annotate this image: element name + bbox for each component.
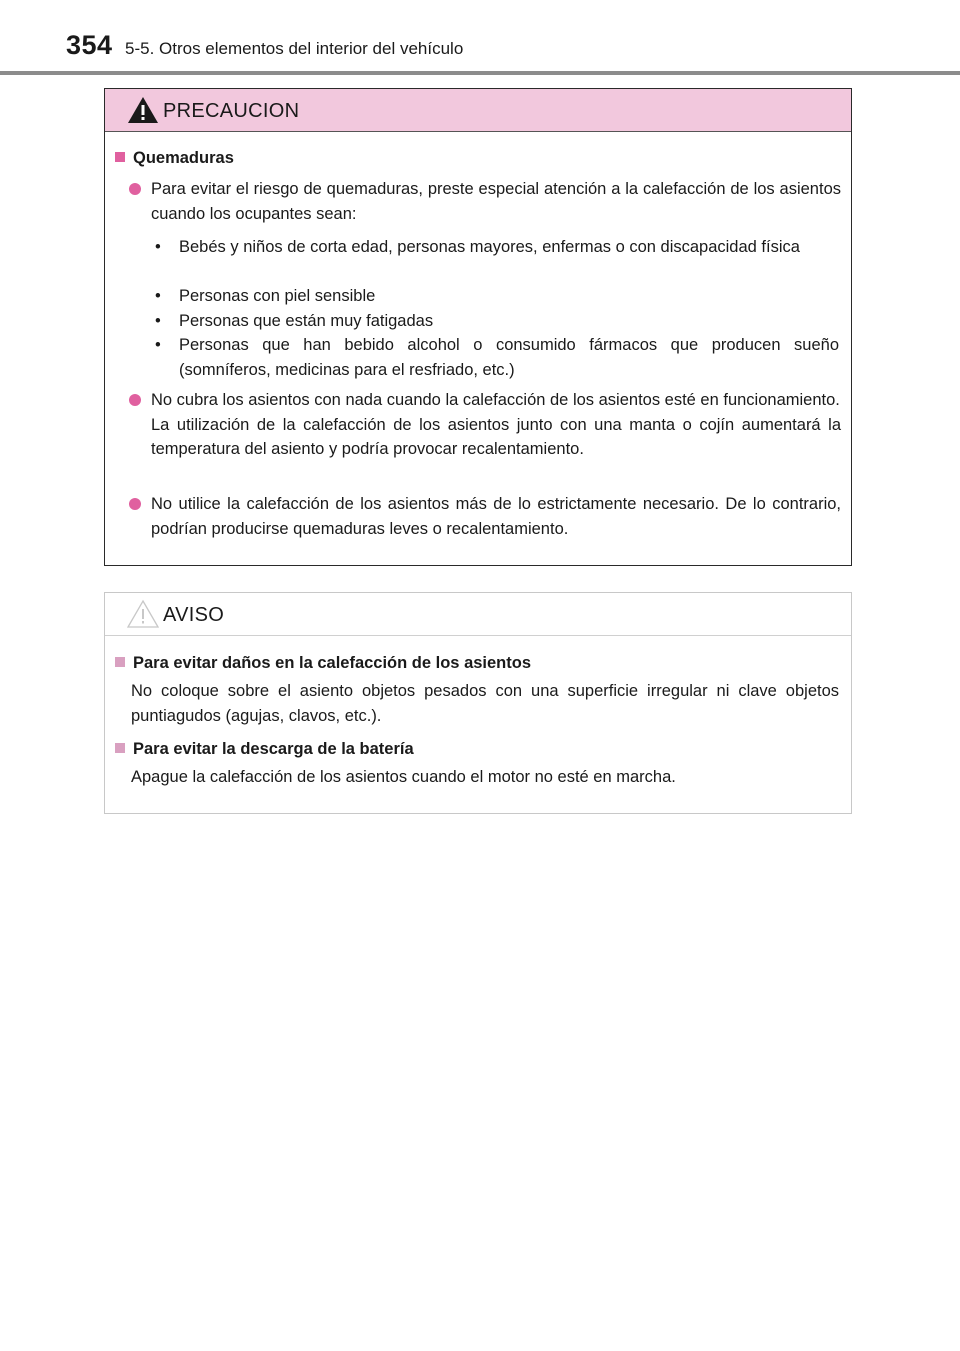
caution-box: [104, 88, 852, 566]
notice-heading-2: Para evitar la descarga de la batería: [115, 740, 414, 759]
caution-heading: Quemaduras: [115, 149, 234, 168]
notice-heading-1: Para evitar daños en la calefacción de los asientos: [115, 654, 531, 673]
page-header: [0, 0, 960, 80]
caution-header: [105, 89, 851, 132]
sub-item: • Bebés y niños de corta edad, personas mayores, enfermas o con discapacidad física: [155, 238, 800, 256]
notice-title: AVISO: [163, 604, 225, 626]
caution-item-2: No cubra los asientos con nada cuando la calefacción de los asientos esté en funcionamiento. La utilización de la calefacción de los asientos junto con una manta o cojín aumentará la temperatura del asiento y podría provocar recalentamiento.: [151, 391, 841, 458]
section-title: 5-5. Otros elementos del interior del vehículo: [125, 39, 464, 58]
warning-triangle-outline-icon: [127, 599, 159, 629]
circle-bullet-icon: [129, 498, 141, 510]
page-number: 354: [66, 30, 113, 60]
notice-header: [105, 593, 851, 636]
square-bullet-icon: [115, 743, 125, 753]
square-bullet-icon: [115, 152, 125, 162]
header-rule: [0, 71, 960, 75]
notice-box: [104, 592, 852, 814]
caution-item-3: No utilice la calefacción de los asientos más de lo estrictamente necesario. De lo contrario, podrían producirse quemaduras leves o recalentamiento.: [151, 495, 841, 538]
caution-title: PRECAUCION: [163, 100, 300, 122]
sub-item: • Personas que están muy fatigadas: [155, 312, 434, 330]
circle-bullet-icon: [129, 394, 141, 406]
caution-item-1: Para evitar el riesgo de quemaduras, preste especial atención a la calefacción de los asientos cuando los ocupantes sean:: [151, 180, 841, 223]
notice-text-1: No coloque sobre el asiento objetos pesados con una superficie irregular ni clave objetos puntiagudos (agujas, clavos, etc.).: [131, 682, 839, 725]
sub-item: • Personas con piel sensible: [155, 287, 376, 305]
square-bullet-icon: [115, 657, 125, 667]
sub-item: • Personas que han bebido alcohol o consumido fármacos que producen sueño (somníferos, medicinas para el resfriado, etc.): [155, 336, 839, 379]
circle-bullet-icon: [129, 183, 141, 195]
warning-triangle-icon: [127, 95, 159, 125]
notice-text-2: Apague la calefacción de los asientos cuando el motor no esté en marcha.: [131, 768, 676, 786]
